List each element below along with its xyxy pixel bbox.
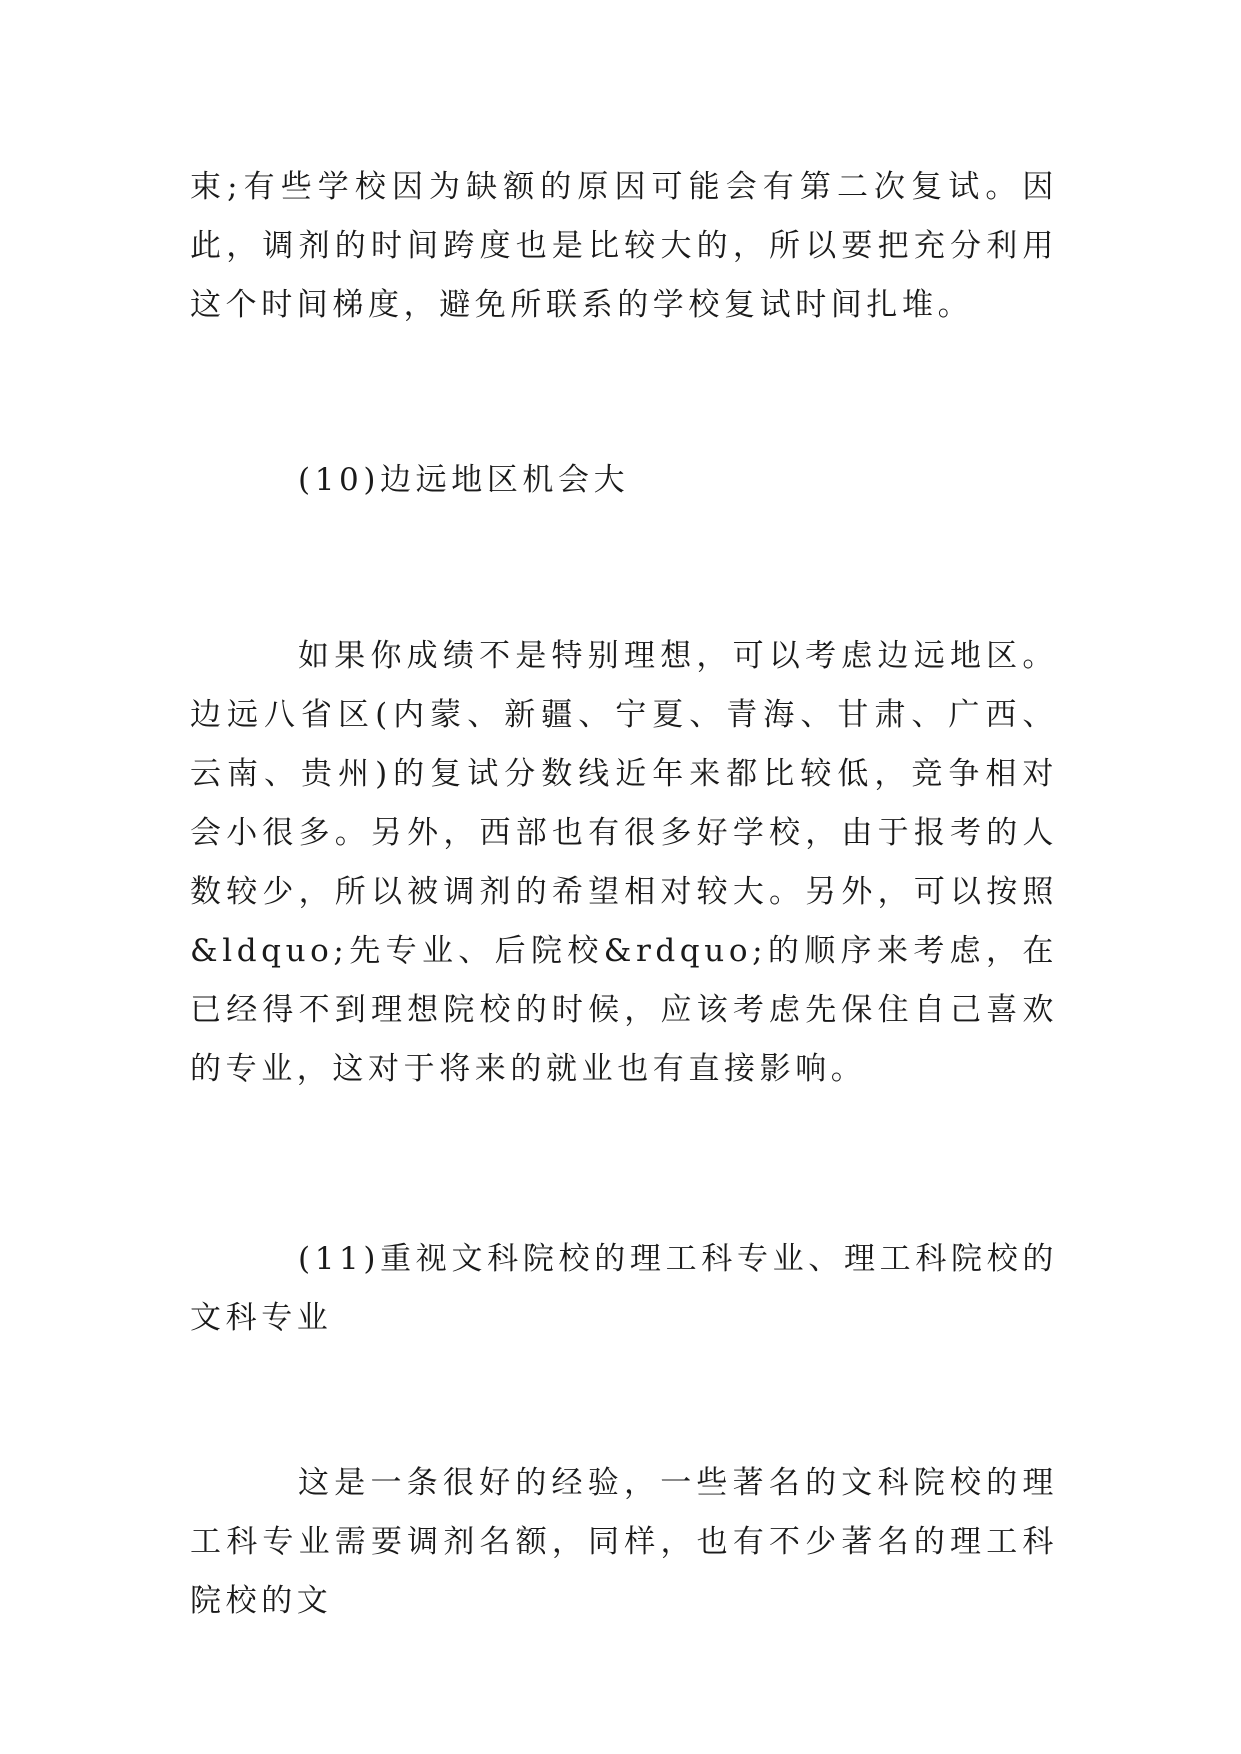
paragraph-remote-regions: 如果你成绩不是特别理想，可以考虑边远地区。边远八省区(内蒙、新疆、宁夏、青海、甘肃、广西、云南、贵州)的复试分数线近年来都比较低，竞争相对会小很多。另外，西部也有很多好学校，由于报考的人数较少，所以被调剂的希望相对较大。另外，可以按照&ldquo;先专业、后院校&rdquo;的顺序来考虑，在已经得不到理想院校的时候，应该考虑先保住自己喜欢的专业，这对于将来的就业也有直接影响。 [190, 638, 1058, 1087]
section-heading-10: (10)边远地区机会大 [298, 462, 630, 498]
section-heading-11: (11)重视文科院校的理工科专业、理工科院校的文科专业 [190, 1241, 1058, 1336]
paragraph-experience: 这是一条很好的经验，一些著名的文科院校的理工科专业需要调剂名额，同样，也有不少著名的理工科院校的文 [190, 1465, 1058, 1619]
paragraph-continuation: 束;有些学校因为缺额的原因可能会有第二次复试。因此，调剂的时间跨度也是比较大的，所以要把充分利用这个时间梯度，避免所联系的学校复试时间扎堆。 [190, 169, 1058, 323]
